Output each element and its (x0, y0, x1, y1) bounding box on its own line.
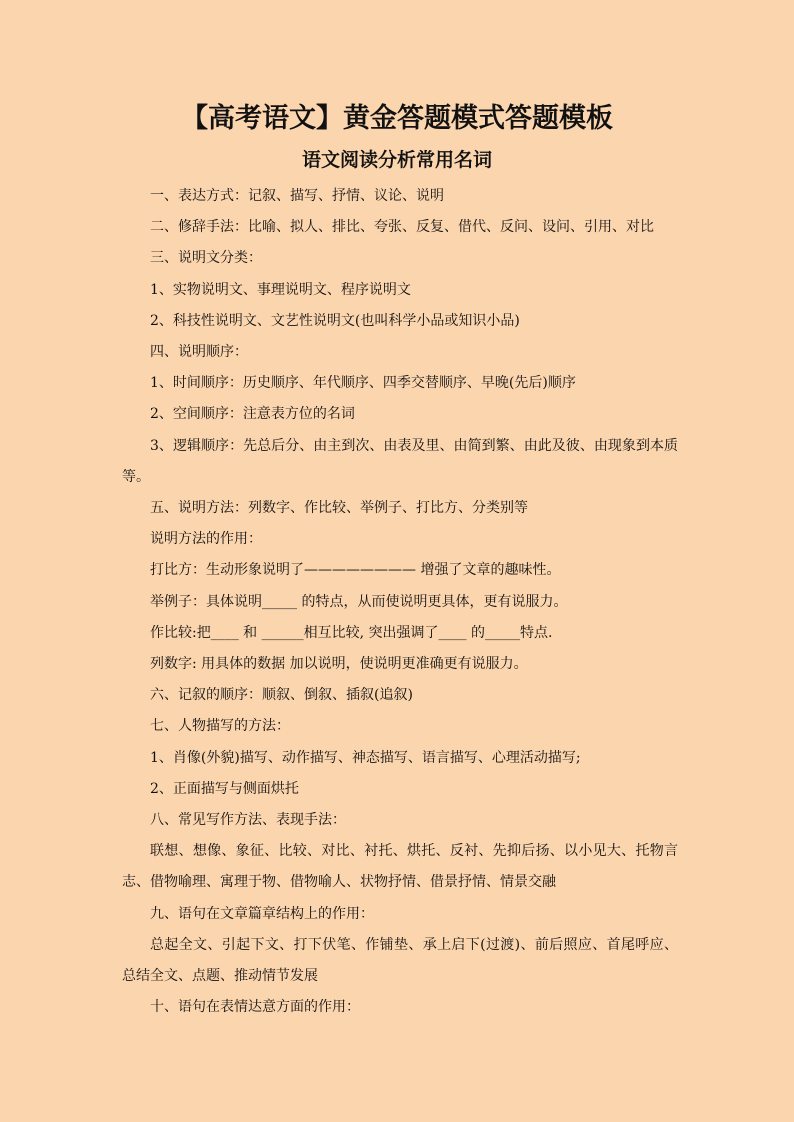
page-title: 【高考语文】黄金答题模式答题模板 (181, 103, 613, 134)
paragraph-techniques-heading: 八、常见写作方法、表现手法： (150, 812, 346, 829)
paragraph-expository-types-heading: 三、说明文分类： (150, 250, 262, 267)
page-subtitle: 语文阅读分析常用名词 (301, 149, 492, 171)
paragraph-order-time: 1、时间顺序：历史顺序、年代顺序、四季交替顺序、早晚(先后)顺序 (150, 375, 576, 392)
paragraph-method-metaphor: 打比方：生动形象说明了———————— 增强了文章的趣味性。 (150, 562, 561, 579)
paragraph-techniques-list: 联想、想像、象征、比较、对比、衬托、烘托、反衬、先抑后扬、以小见大、托物言志、借物喻理、寓理于物、借物喻人、状物抒情、借景抒情、情景交融 (122, 843, 678, 891)
paragraph-structure-heading: 九、语句在文章篇章结构上的作用： (150, 905, 374, 922)
paragraph-methods: 五、说明方法：列数字、作比较、举例子、打比方、分类别等 (150, 500, 528, 517)
paragraph-method-example: 举例子：具体说明_____ 的特点，从而使说明更具体，更有说服力。 (150, 593, 568, 610)
paragraph-expression-heading: 十、语句在表情达意方面的作用： (150, 999, 360, 1016)
paragraph-expository-type-1: 1、实物说明文、事理说明文、程序说明文 (150, 281, 411, 298)
paragraph-expository-type-2: 2、科技性说明文、文艺性说明文(也叫科学小品或知识小品) (150, 312, 520, 329)
paragraph-order-space: 2、空间顺序：注意表方位的名词 (150, 406, 355, 423)
paragraph-method-numbers: 列数字: 用具体的数据 加以说明，使说明更准确更有说服力。 (150, 656, 528, 673)
document-body (122, 181, 678, 1023)
paragraph-narrative-order: 六、记叙的顺序：顺叙、倒叙、插叙(追叙) (150, 687, 413, 704)
paragraph-order-logic: 3、逻辑顺序：先总后分、由主到次、由表及里、由简到繁、由此及彼、由现象到本质等。 (122, 437, 678, 485)
paragraph-order-heading: 四、说明顺序： (150, 344, 248, 361)
paragraph-character-heading: 七、人物描写的方法： (150, 718, 290, 735)
paragraph-structure-list: 总起全文、引起下文、打下伏笔、作铺垫、承上启下(过渡)、前后照应、首尾呼应、总结全文、点题、推动情节发展 (122, 936, 678, 985)
paragraph-methods-function-heading: 说明方法的作用： (150, 531, 262, 548)
paragraph-rhetoric: 二、修辞手法：比喻、拟人、排比、夸张、反复、借代、反问、设问、引用、对比 (150, 219, 654, 236)
paragraph-character-1: 1、肖像(外貌)描写、动作描写、神态描写、语言描写、心理活动描写; (150, 749, 581, 766)
paragraph-character-2: 2、正面描写与侧面烘托 (150, 780, 299, 797)
paragraph-method-comparison: 作比较:把____ 和 ______相互比较, 突出强调了____ 的_____特点. (150, 624, 553, 641)
paragraph-expression-modes: 一、表达方式：记叙、描写、抒情、议论、说明 (150, 188, 444, 204)
